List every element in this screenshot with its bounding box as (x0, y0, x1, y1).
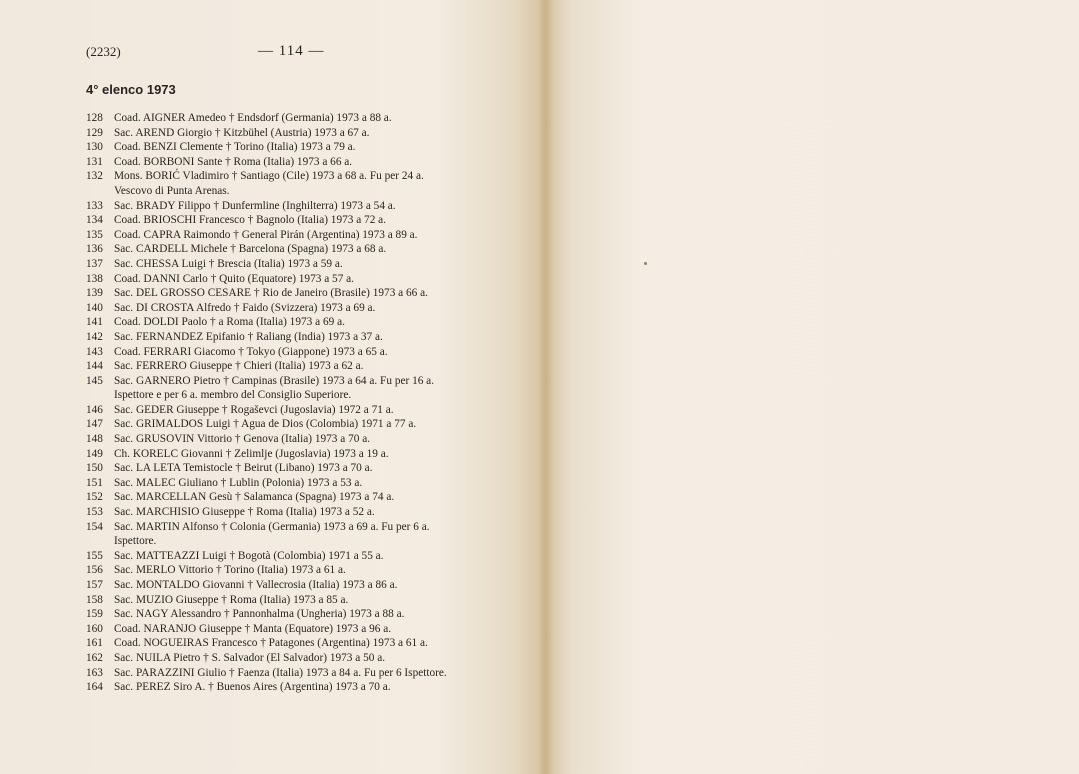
entry-text: Coad. FERRARI Giacomo † Tokyo (Giappone) 1973 a 65 a. (114, 345, 388, 358)
entry-number: 156 (86, 564, 103, 577)
entry-row (86, 155, 506, 170)
list-item (86, 169, 506, 198)
entry-text: Sac. GRUSOVIN Vittorio † Genova (Italia) 1973 a 70 a. (114, 433, 371, 446)
list-item (86, 476, 506, 491)
entry-text: Sac. MONTALDO Giovanni † Vallecrosia (Italia) 1973 a 86 a. (114, 579, 398, 591)
entry-text: Coad. BORBONI Sante † Roma (Italia) 1973 a 66 a. (114, 155, 353, 168)
entry-text: Coad. NARANJO Giuseppe † Manta (Equatore) 1973 a 96 a. (114, 622, 392, 635)
entry-row (86, 461, 506, 476)
entry-number: 128 (86, 112, 103, 124)
entry-number: 131 (86, 155, 103, 168)
entry-text: Sac. LA LETA Temistocle † Beirut (Libano) 1973 a 70 a. (114, 462, 373, 475)
entry-row (86, 345, 506, 360)
entry-row (86, 126, 506, 141)
entry-row (86, 651, 506, 666)
list-item (86, 461, 506, 476)
entry-text: Sac. AREND Giorgio † Kitzbühel (Austria) 1973 a 67 a. (114, 126, 370, 139)
entry-number: 159 (86, 608, 103, 621)
entry-text: Coad. NOGUEIRAS Francesco † Patagones (Argentina) 1973 a 61 a. (114, 637, 428, 650)
entry-number: 145 (86, 374, 103, 387)
list-item (86, 228, 506, 243)
entry-number: 135 (86, 228, 103, 241)
entry-number: 140 (86, 301, 103, 314)
entry-number: 149 (86, 447, 103, 460)
entry-text: Sac. PARAZZINI Giulio † Faenza (Italia) 1973 a 84 a. Fu per 6 Ispettore. (114, 666, 447, 679)
list-item (86, 549, 506, 564)
entry-number: 132 (86, 170, 103, 183)
entry-row (86, 374, 506, 389)
entry-text: Sac. GEDER Giuseppe † Rogaševci (Jugoslavia) 1972 a 71 a. (114, 403, 394, 416)
list-item (86, 432, 506, 447)
entry-row (86, 417, 506, 432)
entry-number: 139 (86, 287, 103, 300)
list-item (86, 286, 506, 301)
entry-row (86, 563, 506, 578)
entry-number: 153 (86, 506, 103, 519)
entry-text: Sac. MALEC Giuliano † Lublin (Polonia) 1973 a 53 a. (114, 476, 363, 489)
section-title: 4° elenco 1973 (86, 82, 176, 97)
entry-text: Sac. MARTIN Alfonso † Colonia (Germania) 1973 a 69 a. Fu per 6 a. (114, 520, 430, 533)
list-item (86, 680, 506, 695)
entry-number: 147 (86, 418, 103, 431)
list-item (86, 345, 506, 360)
entry-number: 150 (86, 462, 103, 475)
entry-number: 143 (86, 345, 103, 358)
entry-row (86, 490, 506, 505)
entry-text: Sac. MARCHISIO Giuseppe † Roma (Italia) 1973 a 52 a. (114, 506, 375, 519)
entry-text: Coad. AIGNER Amedeo † Endsdorf (Germania) 1973 a 88 a. (114, 112, 392, 124)
entry-row (86, 199, 506, 214)
entry-number: 155 (86, 549, 103, 562)
list-item (86, 359, 506, 374)
entry-continuation: Vescovo di Punta Arenas. (114, 184, 230, 197)
list-item (86, 622, 506, 637)
entry-row (86, 213, 506, 228)
ink-speck (644, 262, 647, 265)
list-item (86, 111, 506, 126)
list-item (86, 140, 506, 155)
list-item (86, 155, 506, 170)
entry-number: 142 (86, 330, 103, 343)
entry-row (86, 257, 506, 272)
list-item (86, 257, 506, 272)
entry-text: Sac. GRIMALDOS Luigi † Agua de Dios (Colombia) 1971 a 77 a. (114, 418, 417, 431)
entry-number: 164 (86, 681, 103, 694)
entry-number: 141 (86, 316, 103, 329)
list-item (86, 126, 506, 141)
entry-number: 157 (86, 579, 103, 591)
entry-number: 148 (86, 433, 103, 446)
entry-text: Sac. GARNERO Pietro † Campinas (Brasile) 1973 a 64 a. Fu per 16 a. (114, 374, 435, 387)
entry-continuation: Ispettore e per 6 a. membro del Consiglio Superiore. (114, 389, 352, 402)
entry-row (86, 315, 506, 330)
entry-number: 161 (86, 637, 103, 650)
entry-row (86, 359, 506, 374)
entry-row (86, 549, 506, 564)
entry-number: 136 (86, 243, 103, 256)
entry-row (86, 607, 506, 622)
entry-number: 146 (86, 403, 103, 416)
entry-row (86, 680, 506, 695)
list-item (86, 213, 506, 228)
list-item (86, 636, 506, 651)
entry-row (86, 301, 506, 316)
list-item (86, 578, 506, 593)
right-page (546, 0, 1079, 774)
entry-row (86, 622, 506, 637)
obituary-list-left (86, 111, 506, 695)
entry-row (86, 111, 506, 126)
entry-row (86, 242, 506, 257)
entry-row (86, 476, 506, 491)
list-item (86, 563, 506, 578)
list-item (86, 199, 506, 214)
list-item (86, 447, 506, 462)
entry-text: Sac. CHESSA Luigi † Brescia (Italia) 1973 a 59 a. (114, 257, 343, 270)
entry-text: Coad. CAPRA Raimondo † General Pirán (Argentina) 1973 a 89 a. (114, 228, 418, 241)
entry-row (86, 403, 506, 418)
list-item (86, 242, 506, 257)
list-item (86, 417, 506, 432)
entry-number: 144 (86, 360, 103, 373)
list-item (86, 505, 506, 520)
list-item (86, 490, 506, 505)
entry-number: 134 (86, 214, 103, 227)
entry-number: 133 (86, 199, 103, 212)
list-item (86, 520, 506, 549)
entry-text: Ch. KORELC Giovanni † Zelimlje (Jugoslavia) 1973 a 19 a. (114, 447, 389, 460)
entry-text: Mons. BORIĆ Vladimiro † Santiago (Cile) 1973 a 68 a. Fu per 24 a. (114, 170, 424, 183)
entry-text: Sac. CARDELL Michele † Barcelona (Spagna) 1973 a 68 a. (114, 243, 387, 256)
book-gutter (538, 0, 554, 774)
entry-number: 160 (86, 622, 103, 635)
entry-text: Coad. DOLDI Paolo † a Roma (Italia) 1973 a 69 a. (114, 316, 345, 329)
entry-row (86, 140, 506, 155)
entry-text: Sac. BRADY Filippo † Dunfermline (Inghilterra) 1973 a 54 a. (114, 199, 396, 212)
entry-number: 137 (86, 257, 103, 270)
entry-text: Sac. DI CROSTA Alfredo † Faido (Svizzera) 1973 a 69 a. (114, 301, 376, 314)
entry-number: 158 (86, 593, 103, 606)
entry-row (86, 330, 506, 345)
list-item (86, 374, 506, 403)
entry-row (86, 666, 506, 681)
entry-row (86, 432, 506, 447)
list-item (86, 666, 506, 681)
entry-number: 154 (86, 520, 103, 533)
entry-text: Sac. NUILA Pietro † S. Salvador (El Salvador) 1973 a 50 a. (114, 651, 386, 664)
entry-row (86, 272, 506, 287)
entry-number: 152 (86, 491, 103, 504)
entry-text: Sac. FERRERO Giuseppe † Chieri (Italia) 1973 a 62 a. (114, 360, 364, 373)
entry-text: Sac. FERNANDEZ Epifanio † Raliang (India) 1973 a 37 a. (114, 330, 383, 343)
page-number-left: — 114 — (258, 43, 325, 59)
list-item (86, 330, 506, 345)
list-item (86, 403, 506, 418)
entry-number: 163 (86, 666, 103, 679)
entry-text: Coad. DANNI Carlo † Quito (Equatore) 1973 a 57 a. (114, 272, 355, 285)
entry-text: Coad. BRIOSCHI Francesco † Bagnolo (Italia) 1973 a 72 a. (114, 214, 387, 227)
list-item (86, 651, 506, 666)
entry-row (86, 636, 506, 651)
entry-row (86, 228, 506, 243)
list-item (86, 272, 506, 287)
entry-row (86, 286, 506, 301)
list-item (86, 593, 506, 608)
entry-text: Sac. MERLO Vittorio † Torino (Italia) 1973 a 61 a. (114, 564, 346, 577)
entry-number: 130 (86, 141, 103, 154)
list-item (86, 301, 506, 316)
entry-text: Sac. NAGY Alessandro † Pannonhalma (Ungheria) 1973 a 88 a. (114, 608, 405, 621)
entry-number: 162 (86, 651, 103, 664)
entry-row (86, 593, 506, 608)
entry-text: Coad. BENZI Clemente † Torino (Italia) 1973 a 79 a. (114, 141, 356, 154)
entry-row (86, 520, 506, 535)
entry-number: 129 (86, 126, 103, 139)
entry-text: Sac. MUZIO Giuseppe † Roma (Italia) 1973 a 85 a. (114, 593, 349, 606)
page-code-left: (2232) (86, 44, 121, 59)
entry-row (86, 447, 506, 462)
entry-continuation: Ispettore. (114, 535, 157, 548)
entry-number: 151 (86, 476, 103, 489)
list-item (86, 607, 506, 622)
entry-row (86, 505, 506, 520)
entry-text: Sac. MARCELLAN Gesù † Salamanca (Spagna) 1973 a 74 a. (114, 491, 395, 504)
entry-text: Sac. PEREZ Siro A. † Buenos Aires (Argentina) 1973 a 70 a. (114, 681, 391, 694)
entry-text: Sac. DEL GROSSO CESARE † Rio de Janeiro (Brasile) 1973 a 66 a. (114, 287, 428, 300)
entry-row (86, 169, 506, 184)
entry-text: Sac. MATTEAZZI Luigi † Bogotà (Colombia) 1971 a 55 a. (114, 549, 384, 562)
entry-number: 138 (86, 272, 103, 285)
list-item (86, 315, 506, 330)
entry-row (86, 578, 506, 593)
